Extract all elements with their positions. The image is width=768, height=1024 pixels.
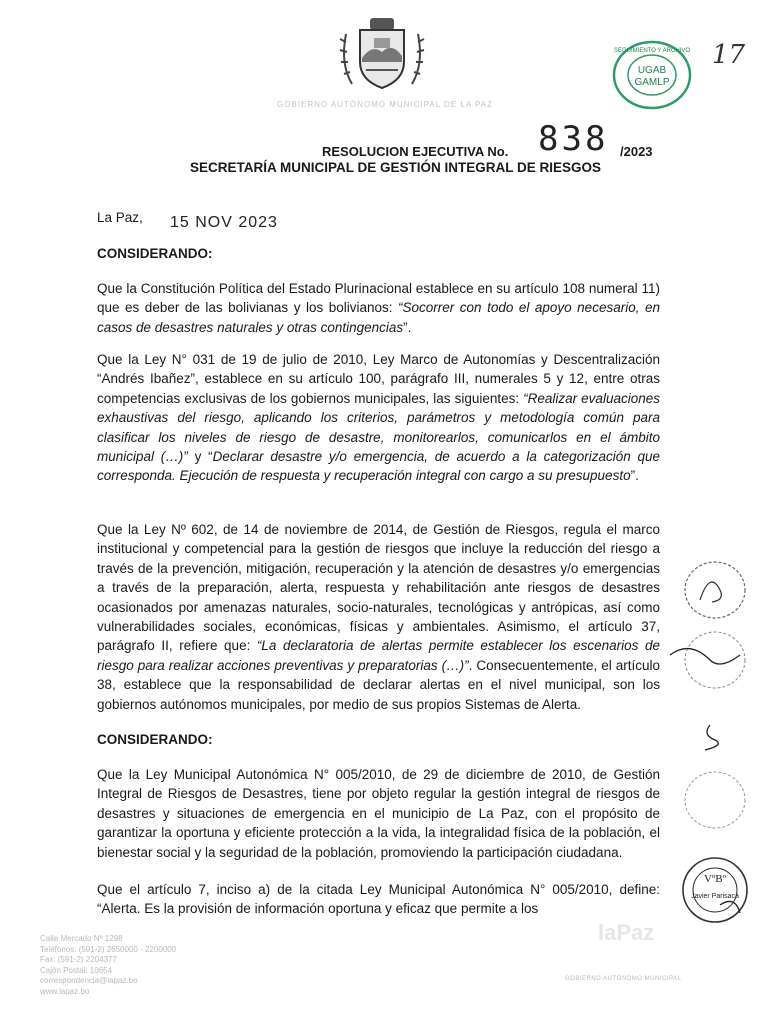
resolution-label: RESOLUCION EJECUTIVA No. (322, 144, 509, 159)
paragraph-2-quote-2: Declarar desastre y/o emergencia, de acuerdo a la categorización que corresponda. Ejecución de respuesta y recuperación integral con cargo a su presupuesto (97, 449, 661, 484)
footer-fax: Fax: (591-2) 2204377 (40, 955, 117, 964)
footer-right-text: GOBIERNO AUTÓNOMO MUNICIPAL (565, 976, 682, 982)
paragraph-4: Que la Ley Municipal Autonómica N° 005/2010, de 29 de diciembre de 2010, de Gestión Integral de Riesgos de Desastres, tiene por objeto regular la gestión integral de riesgos de desastres y situaciones de emergencia en el municipio de La Paz, con el propósito de garantizar la oportuna y eficiente protección a la vida, la integralidad física de la población, el bienestar social y la seguridad de la población, promoviendo la participación ciudadana. (97, 767, 660, 860)
stamp-ring-text: SEGUIMIENTO Y ARCHIVO (613, 48, 691, 54)
footer-email: correspondencia@lapaz.bo (40, 976, 138, 985)
government-letterhead: GOBIERNO AUTÓNOMO MUNICIPAL DE LA PAZ (277, 100, 493, 109)
paragraph-2-end: ”. (630, 468, 639, 484)
paragraph-2-text: Que la Ley N° 031 de 19 de julio de 2010, Ley Marco de Autonomías y Descentralización “Andrés Ibañez”, establece en su artículo 100, parágrafo III, numerales 5 y 12, entre otras competencias exclusivas de los gobiernos municipales, las siguientes: (97, 352, 660, 406)
archive-stamp (612, 40, 694, 110)
stamp-line1: UGAB (637, 65, 667, 76)
paragraph-3 (97, 520, 660, 714)
considerando-heading-2: CONSIDERANDO: (97, 732, 213, 747)
paragraph-2 (97, 350, 660, 486)
vobo-stamp-text: VºBº (703, 873, 727, 885)
handwritten-page-number: 17 (712, 40, 746, 70)
footer-phones: Teléfonos: (591-2) 2650000 - 2200000 (40, 944, 177, 954)
paragraph-1-quote: “Socorrer con todo el apoyo necesario, en casos de desastres naturales y otras contingencias (97, 300, 660, 335)
resolution-header (230, 119, 690, 163)
paragraph-1 (97, 279, 660, 337)
stamp-line2: GAMLP (634, 77, 670, 88)
vobo-stamp-name: Javier Parisaca (691, 893, 739, 900)
paragraph-2-join: y “ (187, 449, 213, 465)
resolution-year: /2023 (620, 144, 653, 159)
paragraph-2-quote-1: “Realizar evaluaciones exhaustivas del riesgo, aplicando los criterios, parámetros y metodología común para clasificar los niveles de riesgo de desastre, monitorearlos, comunicarlos en el ámbito municipal (…)” (97, 390, 660, 465)
lapaz-watermark: laPaz (598, 920, 655, 945)
footer-box: Cajón Postal: 10654 (40, 965, 113, 975)
paragraph-1-end: ”. (403, 319, 412, 335)
approval-stamps-column (660, 560, 760, 960)
resolution-number: 838 (538, 119, 609, 159)
date-city: La Paz, (97, 210, 143, 225)
paragraph-3-text: Que la Ley Nº 602, de 14 de noviembre de 2014, de Gestión de Riesgos, regula el marco institucional y competencial para la gestión de riesgos que incluye la reducción del riesgo a través de la prevención, mitigación, recuperación y la atención de desastres y/o emergencias a través de la preparación, alerta, respuesta y rehabilitación ante riesgos de desastres ocasionados por amenazas naturales, socio-naturales, tecnológicas y antrópicas, así como vulnerabilidades sociales, económicas, físicas y ambientales. Asimismo, el artículo 37, parágrafo II, refiere que: (97, 522, 660, 654)
considerando-heading-1: CONSIDERANDO: (97, 246, 213, 261)
footer-web: www.lapaz.bo (40, 986, 90, 996)
date-stamp: 15 NOV 2023 (170, 214, 278, 231)
secretariat-title: SECRETARÍA MUNICIPAL DE GESTIÓN INTEGRAL DE RIESGOS (190, 160, 602, 175)
footer-contact (40, 934, 176, 997)
paragraph-1-text: Que la Constitución Política del Estado Plurinacional establece en su artículo 108 numeral 11) que es deber de las bolivianas y los bolivianos: (97, 281, 660, 316)
paragraph-3-quote: “La declaratoria de alertas permite establecer los escenarios de riesgo para realizar acciones preventivas y preparatorias (…)” (97, 638, 660, 673)
footer-address: Calle Mercado Nº 1298 (40, 934, 123, 943)
paragraph-3-end: . Consecuentemente, el artículo 38, establece que la responsabilidad de declarar alertas en el nivel municipal, son los gobiernos autónomos municipales, por medio de sus propios Sistemas de Alerta. (97, 657, 661, 712)
paragraph-5: Que el artículo 7, inciso a) de la citada Ley Municipal Autonómica N° 005/2010, define: “Alerta. Es la provisión de información oportuna y eficaz que permite a los (97, 882, 660, 917)
coat-of-arms-logo (332, 14, 432, 96)
